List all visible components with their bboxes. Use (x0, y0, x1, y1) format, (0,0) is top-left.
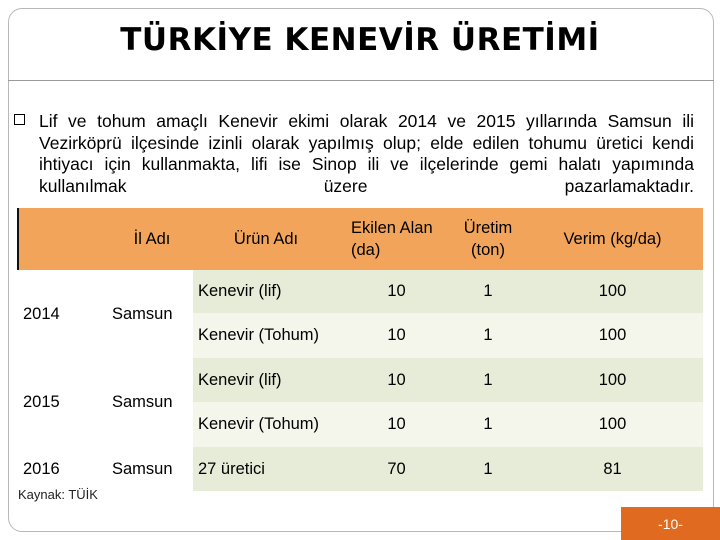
yield-cell: 100 (522, 402, 703, 447)
area-cell: 70 (339, 447, 454, 491)
table-row (18, 270, 703, 313)
area-cell: 10 (339, 358, 454, 402)
page-number: -10- (658, 515, 683, 532)
area-cell: 10 (339, 402, 454, 447)
production-cell: 1 (454, 270, 522, 313)
header-product: Ürün Adı (193, 208, 339, 270)
bullet-paragraph (14, 111, 694, 219)
city-cell: Samsun (111, 358, 193, 447)
production-cell: 1 (454, 313, 522, 358)
year-cell: 2016 (18, 447, 111, 491)
area-cell: 10 (339, 313, 454, 358)
bullet-text: Lif ve tohum amaçlı Kenevir ekimi olarak 2014 ve 2015 yıllarında Samsun ili Vezirköprü ilçesinde izinli olarak yapılmış olup; elde edilen tohumu üretici kendi ihtiyacı için kullanmakta, lifi ise Sinop ili ve ilçelerinde gemi halatı yapımında kullanılmak üzere pazarlamaktadır. (39, 111, 694, 196)
yield-cell: 100 (522, 270, 703, 313)
product-cell: Kenevir (Tohum) (193, 313, 339, 358)
year-cell: 2015 (18, 358, 111, 447)
table-header-row (18, 208, 703, 270)
year-cell: 2014 (18, 270, 111, 358)
table-row (18, 358, 703, 402)
header-area: Ekilen Alan (da) (339, 208, 454, 270)
header-yield: Verim (kg/da) (522, 208, 703, 270)
yield-cell: 81 (522, 447, 703, 491)
product-cell: Kenevir (lif) (193, 270, 339, 313)
header-production: Üretim (ton) (454, 208, 522, 270)
source-note: Kaynak: TÜİK (18, 487, 98, 502)
table-row (18, 447, 703, 491)
yield-cell: 100 (522, 313, 703, 358)
production-cell: 1 (454, 402, 522, 447)
page-number-badge (621, 507, 720, 540)
checkbox-bullet-icon (14, 114, 25, 125)
yield-cell: 100 (522, 358, 703, 402)
product-cell: Kenevir (lif) (193, 358, 339, 402)
header-year (18, 208, 111, 270)
production-cell: 1 (454, 447, 522, 491)
production-table (17, 208, 703, 491)
city-cell: Samsun (111, 447, 193, 491)
header-city: İl Adı (111, 208, 193, 270)
city-cell: Samsun (111, 270, 193, 358)
product-cell: Kenevir (Tohum) (193, 402, 339, 447)
area-cell: 10 (339, 270, 454, 313)
production-cell: 1 (454, 358, 522, 402)
slide-title: TÜRKİYE KENEVİR ÜRETİMİ (120, 22, 600, 58)
title-divider (8, 80, 714, 81)
product-cell: 27 üretici (193, 447, 339, 491)
